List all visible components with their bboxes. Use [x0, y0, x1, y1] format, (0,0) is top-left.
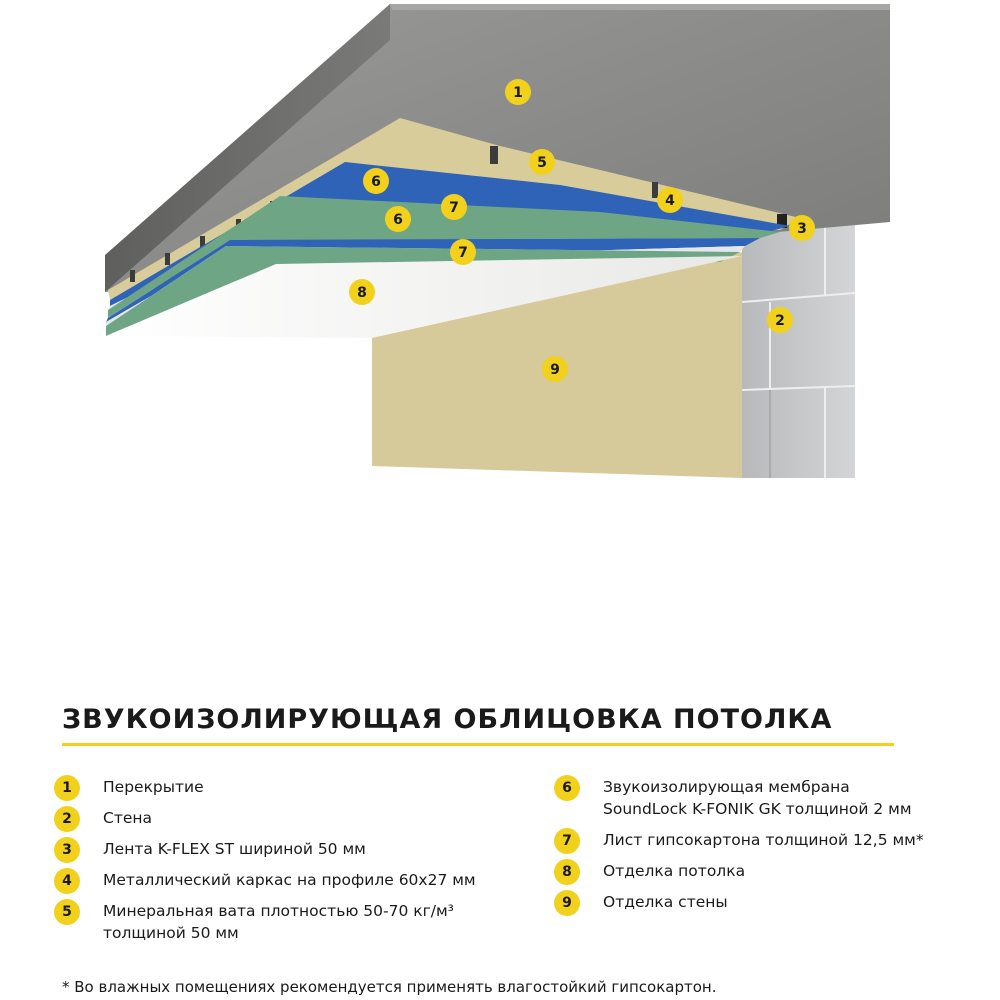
legend-item-9	[552, 891, 972, 913]
legend-number-badge: 1	[54, 775, 80, 801]
legend-text-line: Минеральная вата плотностью 50-70 кг/м³	[103, 902, 454, 920]
legend-right-column	[552, 776, 972, 922]
svg-text:7: 7	[458, 245, 468, 261]
svg-text:4: 4	[665, 193, 675, 209]
callout-badge-3	[789, 215, 815, 241]
title-underline	[62, 743, 894, 746]
svg-text:5: 5	[537, 155, 547, 171]
legend-item-4	[52, 869, 522, 891]
svg-text:8: 8	[357, 285, 367, 301]
callout-badge-2	[767, 307, 793, 333]
legend-number-badge: 6	[554, 775, 580, 801]
svg-text:1: 1	[513, 85, 523, 101]
svg-text:7: 7	[449, 200, 459, 216]
callout-badge-1	[505, 79, 531, 105]
legend-item-6	[552, 776, 972, 820]
legend-text-line: Отделка потолка	[603, 862, 746, 880]
callout-badge-5	[529, 149, 555, 175]
legend-number-badge: 2	[54, 806, 80, 832]
svg-text:2: 2	[775, 313, 785, 329]
legend-left-column	[52, 776, 522, 953]
legend-text-line: Отделка стены	[603, 893, 728, 911]
legend-item-1	[52, 776, 522, 798]
svg-text:9: 9	[550, 362, 560, 378]
legend-text-line: Лента K-FLEX ST шириной 50 мм	[103, 840, 366, 858]
legend-number-badge: 3	[54, 837, 80, 863]
callout-badge-6	[363, 168, 389, 194]
callout-badge-6	[385, 206, 411, 232]
legend-item-8	[552, 860, 972, 882]
callout-badge-7	[441, 194, 467, 220]
legend-text-line: Лист гипсокартона толщиной 12,5 мм*	[603, 831, 924, 849]
block-wall	[742, 204, 855, 478]
legend-text-line: Стена	[103, 809, 153, 827]
callout-badge-4	[657, 187, 683, 213]
page-title: ЗВУКОИЗОЛИРУЮЩАЯ ОБЛИЦОВКА ПОТОЛКА	[62, 704, 833, 735]
legend-number-badge: 7	[554, 828, 580, 854]
callout-badge-9	[542, 356, 568, 382]
legend-text-line: толщиной 50 мм	[103, 924, 239, 942]
legend-number-badge: 9	[554, 890, 580, 916]
legend-text-line: Звукоизолирующая мембрана	[603, 778, 850, 796]
svg-text:6: 6	[371, 174, 381, 190]
legend-number-badge: 8	[554, 859, 580, 885]
callout-badge-7	[450, 239, 476, 265]
footnote: * Во влажных помещениях рекомендуется применять влагостойкий гипсокартон.	[62, 978, 717, 996]
legend-text-line: SoundLock K-FONIK GK толщиной 2 мм	[603, 800, 912, 818]
callout-badge-8	[349, 279, 375, 305]
legend-number-badge: 5	[54, 899, 80, 925]
legend-item-2	[52, 807, 522, 829]
legend-text-line: Металлический каркас на профиле 60х27 мм	[103, 871, 476, 889]
legend-text-line: Перекрытие	[103, 778, 204, 796]
legend-item-3	[52, 838, 522, 860]
legend-item-5	[52, 900, 522, 944]
svg-text:6: 6	[393, 212, 403, 228]
legend-item-7	[552, 829, 972, 851]
svg-text:3: 3	[797, 221, 807, 237]
legend-number-badge: 4	[54, 868, 80, 894]
